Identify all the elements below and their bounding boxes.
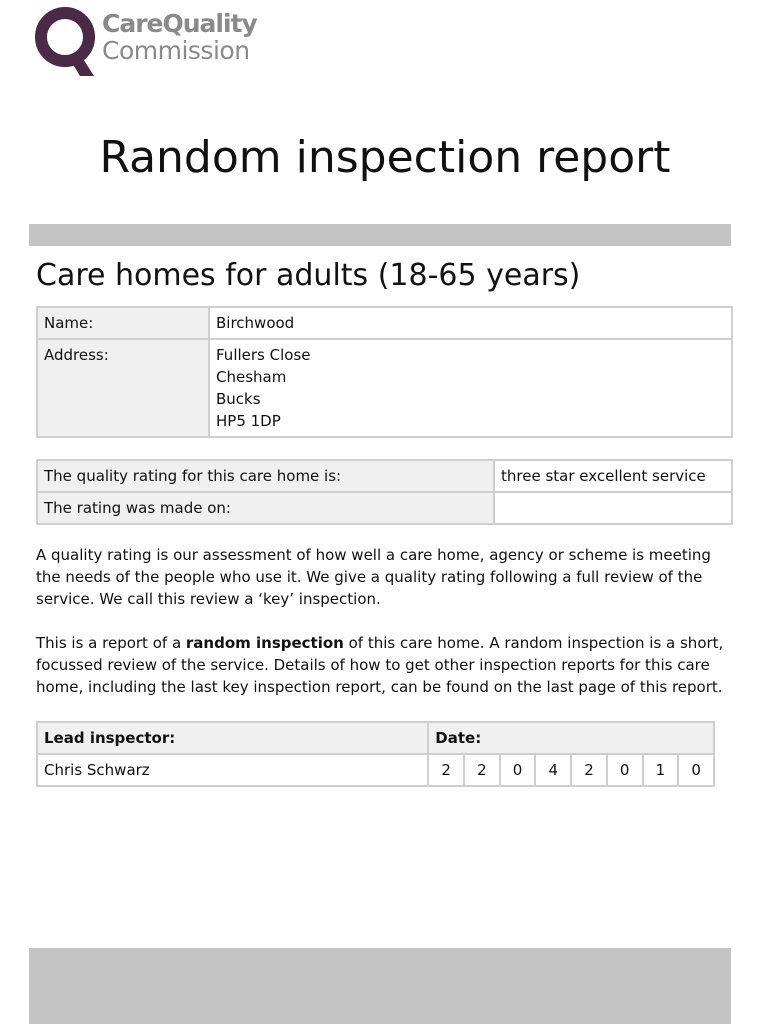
cqc-logo <box>34 6 264 78</box>
table-row <box>38 308 731 338</box>
lead-inspector-label: Lead inspector: <box>38 723 427 753</box>
address-label: Address: <box>38 340 208 436</box>
page-title: Random inspection report <box>99 132 671 183</box>
rating-date-value <box>495 493 731 523</box>
care-home-details-table <box>36 306 733 438</box>
address-line: Fullers Close <box>216 346 311 364</box>
q-logo-icon <box>34 6 100 78</box>
paragraph-text: of this care home. A random inspection is a short, focussed review of the service. Details of how to get other inspection reports for this care home, including the last key inspection report, can be found on the last page of this report. <box>36 634 724 696</box>
address-line: Chesham <box>216 368 287 386</box>
address-line: HP5 1DP <box>216 412 281 430</box>
logo-wordmark <box>102 10 257 64</box>
random-inspection-explanation <box>36 632 736 698</box>
date-digit: 2 <box>572 755 606 785</box>
date-digit: 2 <box>429 755 463 785</box>
inspector-name: Chris Schwarz <box>38 755 427 785</box>
table-row <box>38 723 713 753</box>
table-row <box>38 461 731 491</box>
random-inspection-emphasis: random inspection <box>185 634 344 652</box>
footer-bar <box>29 948 731 1024</box>
rating-date-label: The rating was made on: <box>38 493 493 523</box>
address-line: Bucks <box>216 390 261 408</box>
date-digit: 1 <box>644 755 678 785</box>
date-label: Date: <box>429 723 713 753</box>
name-value: Birchwood <box>210 308 731 338</box>
quality-rating-label: The quality rating for this care home is: <box>38 461 493 491</box>
date-digit: 0 <box>679 755 713 785</box>
quality-rating-table <box>36 459 733 525</box>
date-digit: 0 <box>501 755 535 785</box>
date-digit: 2 <box>465 755 499 785</box>
logo-line-care-quality: CareQuality <box>102 9 257 38</box>
table-row <box>38 493 731 523</box>
date-digit: 0 <box>608 755 642 785</box>
table-row <box>38 340 731 436</box>
logo-line-commission: Commission <box>102 36 250 65</box>
section-heading: Care homes for adults (18-65 years) <box>36 258 581 293</box>
quality-rating-value: three star excellent service <box>495 461 731 491</box>
paragraph-text: This is a report of a <box>36 634 186 652</box>
quality-rating-explanation: A quality rating is our assessment of how well a care home, agency or scheme is meeting the needs of the people who use it. We give a quality rating following a full review of the service. We call this review a ‘key’ inspection. <box>36 546 711 608</box>
name-label: Name: <box>38 308 208 338</box>
date-digit: 4 <box>536 755 570 785</box>
inspector-table <box>36 721 715 787</box>
header-divider-bar <box>29 224 731 246</box>
address-value <box>210 340 731 436</box>
table-row <box>38 755 713 785</box>
